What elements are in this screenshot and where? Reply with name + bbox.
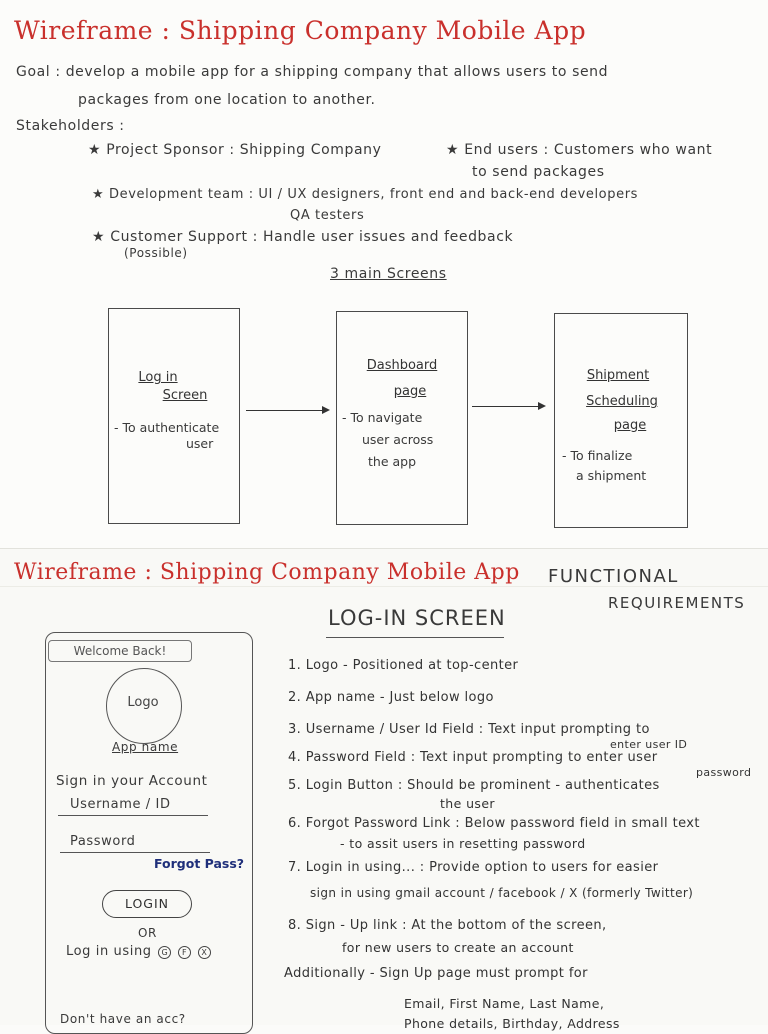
- google-icon[interactable]: G: [158, 946, 171, 959]
- app-name-label: App name: [112, 740, 179, 754]
- requirement-5-cont: the user: [440, 796, 495, 811]
- stakeholder-support-note: (Possible): [124, 246, 188, 260]
- logo-label: Logo: [127, 695, 159, 710]
- dashboard-page-title-2: page: [393, 384, 427, 399]
- stakeholders-label: Stakeholders :: [16, 118, 125, 134]
- login-screen-title: Log in: [138, 370, 178, 385]
- shipment-page-desc: - To finalize: [562, 448, 633, 463]
- additionally-note: Additionally - Sign Up page must prompt for: [284, 966, 588, 981]
- welcome-back-banner: Welcome Back!: [48, 640, 192, 662]
- facebook-icon[interactable]: F: [178, 946, 191, 959]
- requirement-7: 7. Login in using... : Provide option to users for easier: [288, 860, 659, 875]
- requirement-3-cont: enter user ID: [610, 738, 688, 751]
- functional-label: FUNCTIONAL: [548, 566, 679, 587]
- requirement-3: 3. Username / User Id Field : Text input prompting to: [288, 722, 650, 737]
- x-twitter-icon[interactable]: X: [198, 946, 211, 959]
- goal-text-cont: packages from one location to another.: [78, 92, 376, 108]
- dashboard-page-desc-2: user across: [362, 432, 434, 447]
- requirement-2: 2. App name - Just below logo: [288, 690, 494, 705]
- forgot-password-link[interactable]: Forgot Pass?: [154, 856, 245, 871]
- requirements-label: REQUIREMENTS: [608, 594, 746, 612]
- page-title: Wireframe : Shipping Company Mobile App: [14, 16, 587, 45]
- requirement-8-cont: for new users to create an account: [342, 940, 574, 955]
- or-divider: OR: [138, 926, 157, 940]
- arrow-dashboard-to-shipment: [472, 406, 544, 407]
- section-heading: LOG-IN SCREEN: [328, 606, 506, 630]
- login-button[interactable]: LOGIN: [102, 890, 192, 918]
- login-screen-desc: - To authenticate: [114, 420, 220, 435]
- username-field-label[interactable]: Username / ID: [70, 797, 171, 812]
- requirement-6: 6. Forgot Password Link : Below password field in small text: [288, 816, 700, 831]
- dashboard-page-title: Dashboard: [366, 358, 438, 373]
- password-field-label[interactable]: Password: [70, 834, 136, 849]
- requirement-4: 4. Password Field : Text input prompting to enter user: [288, 750, 658, 765]
- stakeholder-support: ★ Customer Support : Handle user issues and feedback: [92, 229, 514, 245]
- requirement-5: 5. Login Button : Should be prominent - authenticates: [288, 778, 660, 793]
- login-screen-title-2: Screen: [162, 388, 208, 403]
- login-using-label: [66, 944, 211, 959]
- stakeholder-dev-team-cont: QA testers: [290, 208, 365, 223]
- stakeholder-sponsor: ★ Project Sponsor : Shipping Company: [88, 142, 382, 158]
- requirement-4-cont: password: [696, 766, 752, 779]
- stakeholder-dev-team: ★ Development team : UI / UX designers, front end and back-end developers: [92, 187, 639, 202]
- stakeholder-end-users-cont: to send packages: [472, 164, 605, 180]
- sign-in-heading: Sign in your Account: [56, 773, 208, 789]
- shipment-page-desc-2: a shipment: [576, 468, 647, 483]
- requirement-6-cont: - to assit users in resetting password: [340, 836, 586, 851]
- requirement-1: 1. Logo - Positioned at top-center: [288, 658, 519, 673]
- goal-text: Goal : develop a mobile app for a shipping company that allows users to send: [16, 64, 609, 80]
- shipment-page-title-3: page: [613, 418, 647, 433]
- dashboard-page-desc-3: the app: [368, 454, 417, 469]
- screens-heading: 3 main Screens: [330, 266, 447, 282]
- additionally-note-cont-2: Phone details, Birthday, Address: [404, 1016, 620, 1031]
- login-screen-desc-2: user: [186, 436, 214, 451]
- username-field[interactable]: [58, 815, 208, 816]
- section-heading-underline: [326, 637, 504, 638]
- password-field[interactable]: [60, 852, 210, 853]
- requirement-8: 8. Sign - Up link : At the bottom of the screen,: [288, 918, 607, 933]
- stakeholder-end-users: ★ End users : Customers who want: [446, 142, 713, 158]
- requirement-7-cont: sign in using gmail account / facebook / X (formerly Twitter): [310, 886, 694, 900]
- arrow-login-to-dashboard: [246, 410, 328, 411]
- login-using-text: Log in using: [66, 944, 152, 959]
- page-2-title: Wireframe : Shipping Company Mobile App: [14, 560, 520, 585]
- login-screen-box: [108, 308, 240, 524]
- shipment-page-title: Shipment: [586, 368, 650, 383]
- sign-up-prompt[interactable]: Don't have an acc?: [60, 1012, 186, 1026]
- additionally-note-cont: Email, First Name, Last Name,: [404, 996, 605, 1011]
- shipment-page-title-2: Scheduling: [586, 394, 658, 409]
- dashboard-page-desc: - To navigate: [342, 410, 423, 425]
